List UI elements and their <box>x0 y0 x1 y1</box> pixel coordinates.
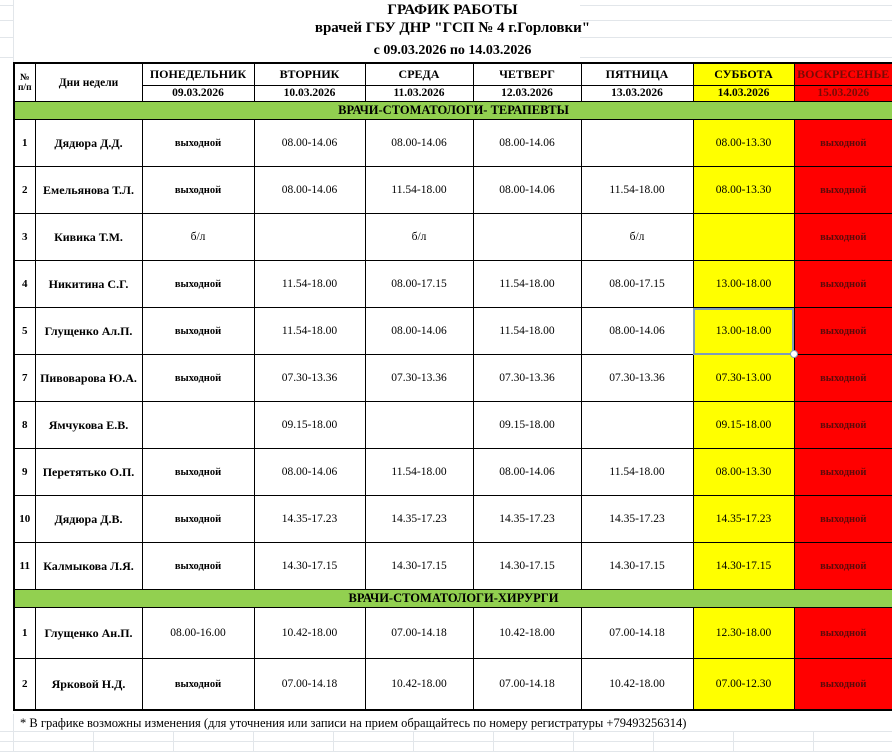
schedule-row <box>14 402 892 449</box>
schedule-row <box>14 449 892 496</box>
schedule-cell[interactable]: выходной <box>142 261 254 308</box>
document-title: ГРАФИК РАБОТЫ <box>387 2 518 18</box>
schedule-cell[interactable]: 14.30-17.15 <box>473 543 581 590</box>
selected-cell[interactable]: 13.00-18.00 <box>693 308 794 355</box>
corner-header-line2: п/п <box>17 82 32 93</box>
column-header-friday[interactable]: ПЯТНИЦА 13.03.2026 <box>581 63 693 102</box>
column-header-sunday[interactable]: ВОСКРЕСЕНЬЕ 15.03.2026 <box>794 63 892 102</box>
row-number-cell[interactable]: 3 <box>14 214 35 261</box>
schedule-cell[interactable] <box>254 214 365 261</box>
schedule-cell[interactable]: 07.00-14.18 <box>365 608 473 659</box>
sheet-gridline <box>13 714 14 752</box>
schedule-cell[interactable]: 11.54-18.00 <box>581 449 693 496</box>
schedule-cell[interactable]: выходной <box>142 167 254 214</box>
sheet-gridline <box>0 57 13 58</box>
column-header-wednesday[interactable]: СРЕДА 11.03.2026 <box>365 63 473 102</box>
schedule-cell[interactable] <box>581 120 693 167</box>
schedule-cell[interactable]: 07.30-13.36 <box>581 355 693 402</box>
schedule-cell[interactable]: 14.35-17.23 <box>365 496 473 543</box>
schedule-cell[interactable]: 11.54-18.00 <box>473 261 581 308</box>
schedule-row <box>14 120 892 167</box>
schedule-cell[interactable]: 10.42-18.00 <box>581 659 693 711</box>
schedule-cell[interactable]: 13.00-18.00 <box>693 261 794 308</box>
sheet-gridline <box>413 731 414 752</box>
doctor-name-cell[interactable]: Перетятько О.П. <box>35 449 142 496</box>
schedule-cell[interactable]: 07.30-13.36 <box>473 355 581 402</box>
schedule-cell[interactable]: 11.54-18.00 <box>581 167 693 214</box>
row-number-cell[interactable]: 4 <box>14 261 35 308</box>
schedule-cell[interactable]: 07.30-13.00 <box>693 355 794 402</box>
schedule-cell[interactable]: выходной <box>794 167 892 214</box>
row-number-cell[interactable]: 7 <box>14 355 35 402</box>
sheet-gridline <box>173 731 174 752</box>
schedule-cell[interactable]: выходной <box>794 608 892 659</box>
sheet-gridline <box>573 731 574 752</box>
footer-note: * В графике возможны изменения (для уточнения или записи на прием обращайтесь по номеру регистратуры +79493256314) <box>20 716 687 730</box>
schedule-cell[interactable]: выходной <box>142 308 254 355</box>
row-number-cell[interactable]: 5 <box>14 308 35 355</box>
section-title: ВРАЧИ-СТОМАТОЛОГИ-ХИРУРГИ <box>14 590 892 608</box>
schedule-cell[interactable]: 08.00-14.06 <box>473 120 581 167</box>
schedule-cell[interactable]: 09.15-18.00 <box>254 402 365 449</box>
schedule-cell[interactable]: выходной <box>794 214 892 261</box>
section-header-row <box>14 590 892 608</box>
schedule-cell[interactable]: б/л <box>142 214 254 261</box>
sheet-gridline <box>813 731 814 752</box>
schedule-cell[interactable]: 08.00-14.06 <box>581 308 693 355</box>
schedule-cell[interactable]: 07.00-14.18 <box>254 659 365 711</box>
schedule-cell[interactable]: 11.54-18.00 <box>254 261 365 308</box>
schedule-cell[interactable]: 07.30-13.36 <box>254 355 365 402</box>
section-title: ВРАЧИ-СТОМАТОЛОГИ- ТЕРАПЕВТЫ <box>14 102 892 120</box>
schedule-cell[interactable] <box>473 214 581 261</box>
schedule-row <box>14 496 892 543</box>
schedule-row <box>14 355 892 402</box>
sheet-gridline <box>0 37 13 38</box>
schedule-cell[interactable]: 11.54-18.00 <box>254 308 365 355</box>
schedule-cell[interactable]: б/л <box>581 214 693 261</box>
sheet-gridline <box>653 731 654 752</box>
doctor-name-cell[interactable]: Ярковой Н.Д. <box>35 659 142 711</box>
schedule-cell[interactable] <box>365 402 473 449</box>
schedule-cell[interactable]: 09.15-18.00 <box>473 402 581 449</box>
schedule-cell[interactable]: 07.00-14.18 <box>581 608 693 659</box>
schedule-row <box>14 608 892 659</box>
schedule-cell[interactable]: выходной <box>142 496 254 543</box>
schedule-table <box>13 62 892 711</box>
schedule-cell[interactable]: 14.30-17.15 <box>693 543 794 590</box>
schedule-cell[interactable]: 08.00-13.30 <box>693 167 794 214</box>
schedule-cell[interactable]: 11.54-18.00 <box>365 167 473 214</box>
sheet-gridline <box>333 731 334 752</box>
doctor-name-cell[interactable]: Пивоварова Ю.А. <box>35 355 142 402</box>
schedule-cell[interactable]: 14.35-17.23 <box>693 496 794 543</box>
schedule-cell[interactable]: 14.35-17.23 <box>254 496 365 543</box>
schedule-cell[interactable]: выходной <box>142 355 254 402</box>
schedule-cell[interactable]: выходной <box>794 449 892 496</box>
schedule-cell[interactable]: 08.00-16.00 <box>142 608 254 659</box>
sheet-gridline <box>580 37 892 38</box>
doctor-name-cell[interactable]: Дядюра Д.В. <box>35 496 142 543</box>
doctor-name-cell[interactable]: Дядюра Д.Д. <box>35 120 142 167</box>
row-number-cell[interactable]: 8 <box>14 402 35 449</box>
row-number-cell[interactable]: 2 <box>14 167 35 214</box>
schedule-cell[interactable] <box>581 402 693 449</box>
row-number-cell[interactable]: 10 <box>14 496 35 543</box>
schedule-cell[interactable]: 08.00-14.06 <box>254 167 365 214</box>
sheet-gridline <box>0 20 13 21</box>
schedule-cell[interactable]: 09.15-18.00 <box>693 402 794 449</box>
row-number-cell[interactable]: 1 <box>14 608 35 659</box>
schedule-cell[interactable]: 08.00-14.06 <box>365 120 473 167</box>
section-header-row <box>14 102 892 120</box>
row-number-cell[interactable]: 2 <box>14 659 35 711</box>
schedule-cell[interactable]: выходной <box>794 402 892 449</box>
sheet-gridline <box>733 731 734 752</box>
schedule-cell[interactable]: 14.30-17.15 <box>254 543 365 590</box>
schedule-cell[interactable]: 14.35-17.23 <box>581 496 693 543</box>
date-range-title: с 09.03.2026 по 14.03.2026 <box>373 43 532 58</box>
schedule-row <box>14 261 892 308</box>
schedule-row <box>14 543 892 590</box>
corner-header-line1: № <box>19 72 30 83</box>
header-row <box>14 63 892 102</box>
schedule-cell[interactable]: выходной <box>142 449 254 496</box>
sheet-gridline <box>0 5 13 6</box>
schedule-row <box>14 214 892 261</box>
doctor-name-cell[interactable]: Кивика Т.М. <box>35 214 142 261</box>
schedule-cell[interactable]: 10.42-18.00 <box>254 608 365 659</box>
column-header-monday[interactable]: ПОНЕДЕЛЬНИК 09.03.2026 <box>142 63 254 102</box>
row-number-cell[interactable]: 1 <box>14 120 35 167</box>
schedule-cell[interactable]: 08.00-14.06 <box>365 308 473 355</box>
sheet-gridline <box>253 731 254 752</box>
schedule-cell[interactable]: выходной <box>794 659 892 711</box>
schedule-row <box>14 167 892 214</box>
schedule-cell[interactable]: 07.00-14.18 <box>473 659 581 711</box>
schedule-cell[interactable]: 12.30-18.00 <box>693 608 794 659</box>
schedule-cell[interactable]: выходной <box>794 308 892 355</box>
row-number-cell[interactable]: 9 <box>14 449 35 496</box>
column-header-saturday[interactable]: СУББОТА 14.03.2026 <box>693 63 794 102</box>
days-of-week-header[interactable]: Дни недели <box>35 63 142 102</box>
schedule-cell[interactable]: 08.00-13.30 <box>693 120 794 167</box>
schedule-cell[interactable]: 14.30-17.15 <box>581 543 693 590</box>
doctor-name-cell[interactable]: Ямчукова Е.В. <box>35 402 142 449</box>
doctor-name-cell[interactable]: Глущенко Ал.П. <box>35 308 142 355</box>
schedule-cell[interactable]: 11.54-18.00 <box>473 308 581 355</box>
schedule-cell[interactable]: б/л <box>365 214 473 261</box>
schedule-cell[interactable]: 10.42-18.00 <box>365 659 473 711</box>
schedule-cell[interactable]: 08.00-14.06 <box>473 167 581 214</box>
schedule-cell[interactable]: 08.00-14.06 <box>473 449 581 496</box>
schedule-cell[interactable] <box>142 402 254 449</box>
schedule-cell[interactable]: 07.30-13.36 <box>365 355 473 402</box>
schedule-cell[interactable]: 14.35-17.23 <box>473 496 581 543</box>
schedule-cell[interactable] <box>693 214 794 261</box>
schedule-row <box>14 308 892 355</box>
schedule-cell[interactable]: 10.42-18.00 <box>473 608 581 659</box>
schedule-cell[interactable]: 07.00-12.30 <box>693 659 794 711</box>
schedule-cell[interactable]: 08.00-14.06 <box>254 120 365 167</box>
schedule-cell[interactable]: 08.00-17.15 <box>365 261 473 308</box>
doctor-name-cell[interactable]: Калмыкова Л.Я. <box>35 543 142 590</box>
schedule-cell[interactable]: выходной <box>142 543 254 590</box>
schedule-cell[interactable]: 08.00-14.06 <box>254 449 365 496</box>
sheet-gridline <box>493 731 494 752</box>
doctor-name-cell[interactable]: Глущенко Ан.П. <box>35 608 142 659</box>
schedule-cell[interactable]: 08.00-17.15 <box>581 261 693 308</box>
column-header-thursday[interactable]: ЧЕТВЕРГ 12.03.2026 <box>473 63 581 102</box>
sheet-gridline <box>0 731 892 732</box>
schedule-cell[interactable]: выходной <box>142 659 254 711</box>
sheet-gridline <box>0 741 892 742</box>
schedule-cell[interactable]: 14.30-17.15 <box>365 543 473 590</box>
schedule-cell[interactable]: выходной <box>794 543 892 590</box>
schedule-cell[interactable]: выходной <box>794 355 892 402</box>
doctor-name-cell[interactable]: Никитина С.Г. <box>35 261 142 308</box>
schedule-row <box>14 659 892 711</box>
row-number-cell[interactable]: 11 <box>14 543 35 590</box>
schedule-cell[interactable]: выходной <box>794 261 892 308</box>
schedule-table-body <box>14 102 892 711</box>
schedule-cell[interactable]: выходной <box>794 496 892 543</box>
document-subtitle: врачей ГБУ ДНР "ГСП № 4 г.Горловки" <box>314 20 591 36</box>
schedule-cell[interactable]: выходной <box>794 120 892 167</box>
schedule-cell[interactable]: выходной <box>142 120 254 167</box>
schedule-cell[interactable]: 08.00-13.30 <box>693 449 794 496</box>
schedule-cell[interactable]: 11.54-18.00 <box>365 449 473 496</box>
doctor-name-cell[interactable]: Емельянова Т.Л. <box>35 167 142 214</box>
sheet-gridline <box>93 731 94 752</box>
corner-header[interactable] <box>14 63 35 102</box>
column-header-tuesday[interactable]: ВТОРНИК 10.03.2026 <box>254 63 365 102</box>
